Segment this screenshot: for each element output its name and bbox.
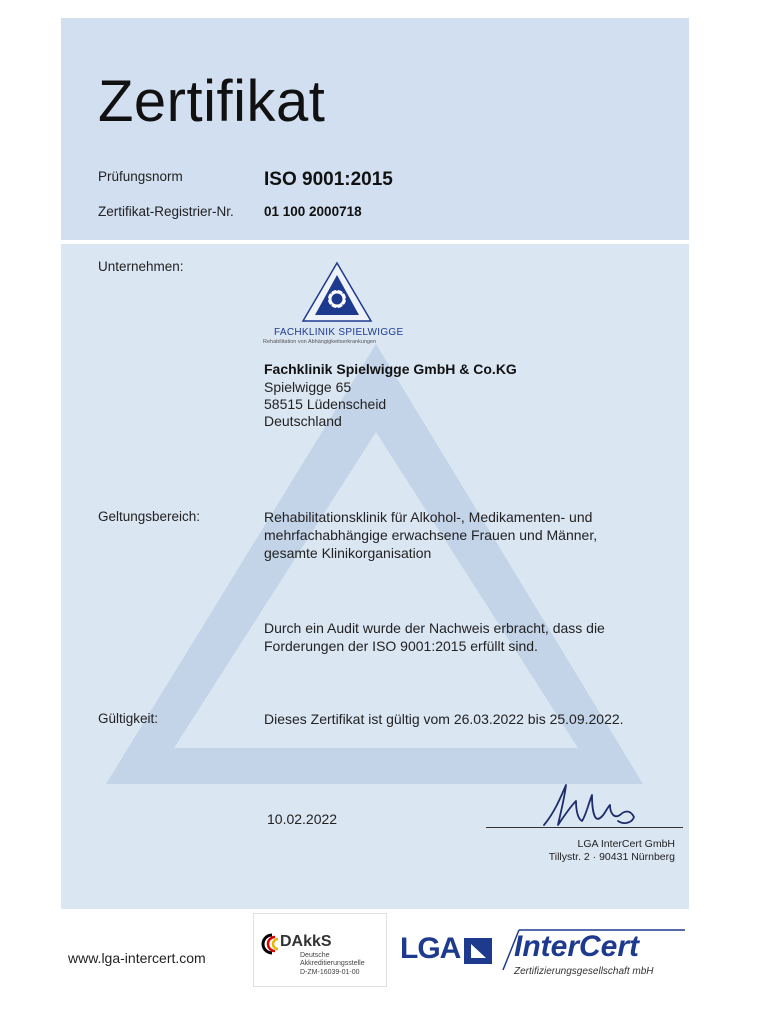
norm-value: ISO 9001:2015 (264, 169, 393, 190)
audit-line-2: Forderungen der ISO 9001:2015 erfüllt sind. (264, 638, 538, 654)
registration-number: 01 100 2000718 (264, 204, 362, 219)
dakks-line-1: Deutsche (300, 952, 330, 959)
signature-icon (536, 779, 646, 831)
scope-line-2: mehrfachabhängige erwachsene Frauen und Männer, (264, 527, 598, 543)
company-city: 58515 Lüdenscheid (264, 396, 387, 412)
intercert-subtitle: Zertifizierungsgesellschaft mbH (514, 966, 654, 977)
lga-square-icon (463, 937, 497, 965)
certificate-title: Zertifikat (98, 69, 326, 134)
issue-date: 10.02.2022 (267, 811, 338, 827)
dakks-brand: DAkkS (280, 933, 332, 950)
norm-label: Prüfungsnorm (98, 169, 183, 184)
scope-line-1: Rehabilitationsklinik für Alkohol-, Medikamenten- und (264, 509, 593, 525)
issuer-name: LGA InterCert GmbH (577, 838, 675, 850)
scope-line-3: gesamte Klinikorganisation (264, 545, 432, 561)
scope-label: Geltungsbereich: (98, 509, 201, 524)
company-name: Fachklinik Spielwigge GmbH & Co.KG (264, 361, 517, 377)
registration-label: Zertifikat-Registrier-Nr. (98, 204, 234, 219)
company-label: Unternehmen: (98, 259, 184, 274)
clinic-logo-icon (301, 261, 373, 325)
company-country: Deutschland (264, 413, 342, 429)
dakks-id: D-ZM-16039-01-00 (300, 969, 360, 976)
intercert-brand: InterCert (514, 930, 640, 963)
company-street: Spielwigge 65 (264, 379, 352, 395)
clinic-logo-name: FACHKLINIK SPIELWIGGE (274, 327, 404, 338)
website-url: www.lga-intercert.com (68, 950, 206, 966)
signature-line (486, 827, 683, 828)
audit-line-1: Durch ein Audit wurde der Nachweis erbracht, dass die (264, 620, 605, 636)
lga-brand: LGA (400, 932, 461, 965)
dakks-line-2: Akkreditierungsstelle (300, 960, 365, 967)
clinic-logo-subtitle: Rehabilitation von Abhängigkeitserkrankungen (263, 339, 377, 345)
dakks-logo (253, 913, 387, 987)
validity-text: Dieses Zertifikat ist gültig vom 26.03.2022 bis 25.09.2022. (264, 711, 624, 727)
validity-label: Gültigkeit: (98, 711, 159, 726)
issuer-address: Tillystr. 2 · 90431 Nürnberg (548, 851, 675, 863)
dakks-arcs-icon (260, 932, 282, 956)
certificate-body (61, 244, 689, 909)
certificate-header (61, 18, 689, 240)
